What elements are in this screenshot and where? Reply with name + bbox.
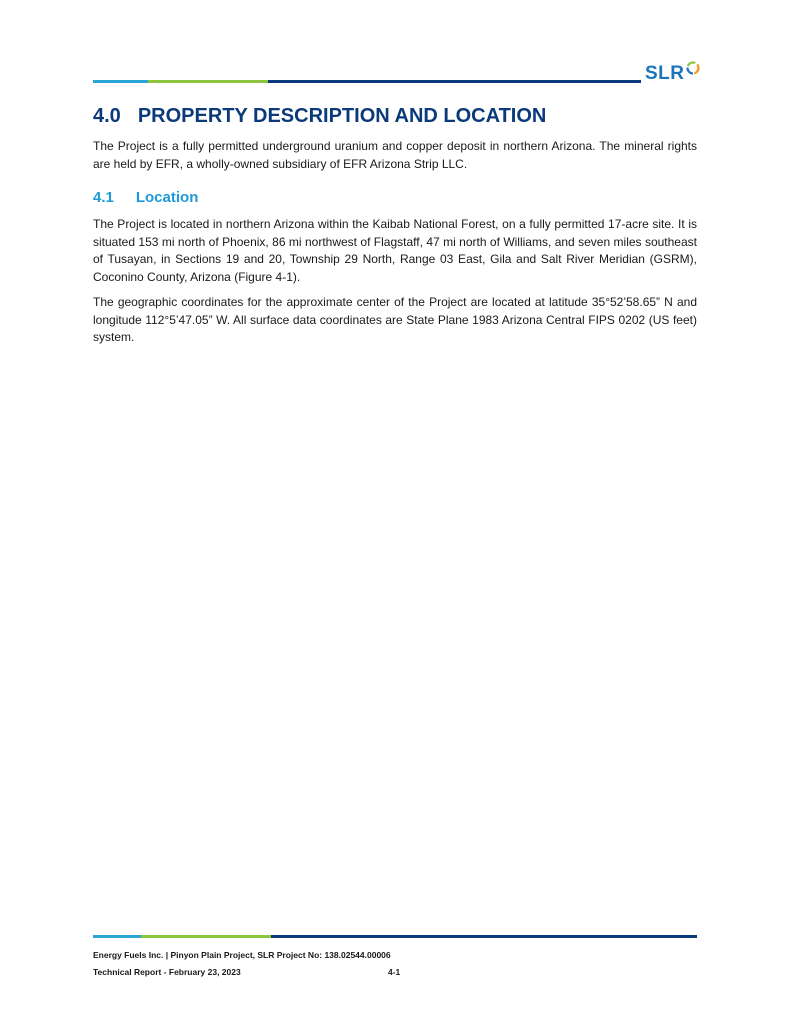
subsection-heading: [93, 188, 198, 208]
location-paragraph: The Project is located in northern Arizona within the Kaibab National Forest, on a fully permitted 17-acre site. It is situated 153 mi north of Phoenix, 86 mi northwest of Flagstaff, 47 mi north of Williams, and seven miles southeast of Tusayan, in Sections 19 and 20, Township 29 North, Range 03 East, Gila and Salt River Meridian (GSRM), Coconino County, Arizona (Figure 4-1).: [93, 217, 697, 284]
slr-logo: [645, 63, 700, 85]
footer-project-line: Energy Fuels Inc. | Pinyon Plain Project, SLR Project No: 138.02544.00006: [93, 950, 391, 960]
header-rule: [93, 80, 641, 83]
header-rule-green-segment: [148, 80, 268, 83]
coordinates-paragraph: The geographic coordinates for the approximate center of the Project are located at latitude 35°52’58.65” N and longitude 112°5’47.05” W. All surface data coordinates are State Plane 1983 Arizona Central FIPS 0202 (US feet) system.: [93, 295, 697, 344]
footer-rule: [93, 935, 697, 938]
logo-swirl-icon: [686, 61, 700, 75]
footer-rule-cyan-segment: [93, 935, 141, 938]
footer-rule-green-segment: [141, 935, 271, 938]
intro-paragraph: The Project is a fully permitted underground uranium and copper deposit in northern Arizona. The mineral rights are held by EFR, a wholly-owned subsidiary of EFR Arizona Strip LLC.: [93, 139, 697, 171]
section-title: PROPERTY DESCRIPTION AND LOCATION: [137, 105, 547, 127]
footer-page-number: 4-1: [388, 967, 401, 977]
header-rule-navy-segment: [268, 80, 641, 83]
section-heading: [93, 104, 713, 128]
section-number: 4.0: [93, 105, 121, 127]
footer-report-line: Technical Report - February 23, 2023: [93, 967, 241, 977]
header-rule-cyan-segment: [93, 80, 148, 83]
subsection-title: Location: [135, 189, 199, 206]
footer-rule-navy-segment: [271, 935, 697, 938]
subsection-number: 4.1: [93, 189, 114, 206]
logo-text: SLR: [645, 63, 685, 84]
